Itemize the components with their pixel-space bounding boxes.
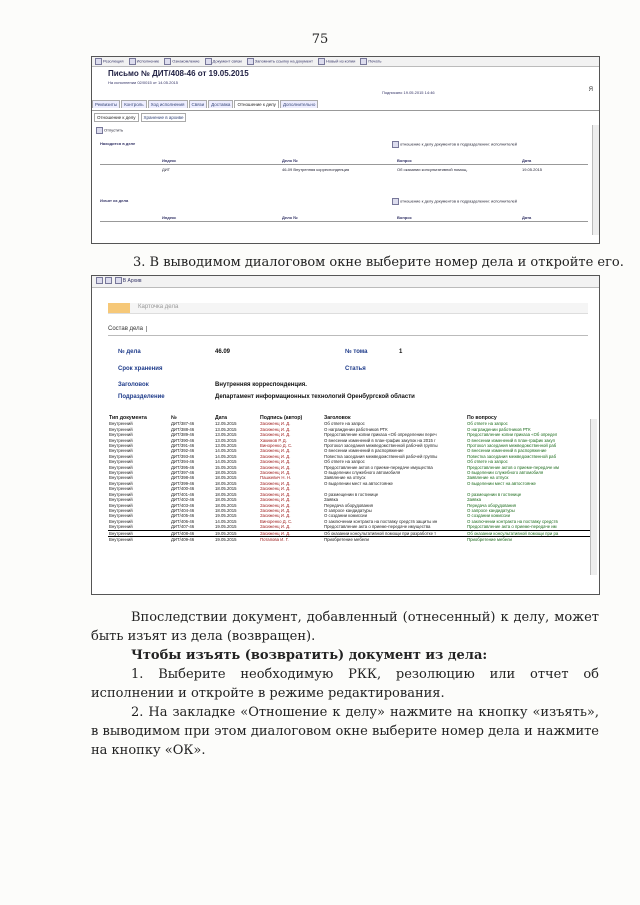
table-cell: 19.05.2015 [214, 530, 259, 536]
table-cell: 13.05.2015 [215, 443, 237, 449]
table-cell: Предоставление акта о приеме-передаче им [467, 524, 557, 530]
table-cell: Заявление на отпуск [324, 475, 366, 481]
table-cell: Об ответе на запрос [324, 459, 365, 465]
table-cell: Засиженц И. Д. [260, 448, 291, 454]
table-cell: ДИТ/402-46 [171, 497, 195, 503]
table-cell: Предоставление акта о приеме-передаче имущества [324, 524, 431, 530]
table-cell: Засиженц И. Д. [260, 464, 291, 470]
table-cell: Виноренко Д. С. [260, 518, 293, 524]
volume-value: 1 [399, 349, 403, 355]
table-cell: ДИТ/400-46 [171, 486, 195, 492]
acquaint-button[interactable]: Ознакомление [164, 58, 199, 65]
table-cell: О внесении изменений в план-график закуп [467, 437, 555, 443]
table-cell: О заключении контракта на поставку средств [467, 518, 558, 524]
new-from-copy-button[interactable]: Новый из копии [318, 58, 355, 65]
table-cell: 15.05.2015 [215, 464, 237, 470]
table-cell: 13.05.2015 [215, 437, 237, 443]
case-number-value: 46.09 [215, 349, 231, 355]
table-cell: Приобретение мебели [324, 536, 369, 542]
tab-additional[interactable]: Дополнительно [280, 100, 318, 108]
tab-bar [92, 100, 599, 111]
table-cell: 14.05.2015 [215, 518, 237, 524]
table-cell: Повестка заседания межведомственной рабочей группы [324, 453, 438, 459]
row-index[interactable]: ДИТ [162, 167, 171, 172]
table-cell: Внутренний [109, 443, 133, 449]
documents-table [108, 416, 596, 542]
table-row[interactable] [108, 530, 596, 536]
table-cell: ДИТ/406-46 [171, 518, 195, 524]
row-question[interactable]: Об оказании консультативной помощ. [397, 167, 468, 172]
table-cell: 13.05.2015 [215, 432, 237, 438]
table-cell: О размещении в гостинице [467, 491, 522, 497]
table-cell: Внутренний [109, 480, 133, 486]
remember-link-button[interactable]: Запомнить ссылку на документ [247, 58, 313, 65]
table-cell: Засиженц И. Д. [260, 491, 291, 497]
table-cell: ДИТ/388-46 [171, 426, 195, 432]
table-cell: О запросе кандидатуры [467, 507, 515, 513]
resolution-icon [95, 58, 102, 65]
table-cell: Внутренний [109, 513, 133, 519]
table-cell: ДИТ/394-46 [171, 459, 195, 465]
heading-value: Внутренняя корреспонденция. [215, 382, 307, 388]
table-cell: Внутренний [109, 470, 133, 476]
signed-date: Подписано 19.05.2015 14:46 [382, 90, 435, 95]
card-header [108, 303, 588, 314]
table-cell: 18.05.2015 [215, 497, 237, 503]
table-cell: О размещении в гостинице [324, 491, 379, 497]
table-cell: ДИТ/390-46 [171, 437, 195, 443]
copy-icon [318, 58, 325, 65]
col-date[interactable]: Дата [215, 415, 228, 421]
table-cell: О заключении контракта на поставку средств защиты ин [324, 518, 438, 524]
table-cell: Засиженц И. Д. [260, 480, 291, 486]
table-cell: Протокол заседания межведомственной рабочей группы [324, 443, 438, 449]
table-cell: Засиженц И. Д. [260, 426, 291, 432]
col-case-2: Дело № [282, 215, 298, 220]
table-cell: Засиженц И. Д. [260, 524, 291, 530]
table-cell: Засиженц И. Д. [260, 507, 291, 513]
tab-divider [108, 335, 588, 336]
to-archive-button[interactable]: В Архив [115, 278, 142, 284]
table-cell: ДИТ/403-46 [171, 502, 195, 508]
table-cell: Об оказании консультативной помощи при разработке т [323, 530, 466, 536]
paragraph-removal: Впоследствии документ, добавленный (отнесенный) к делу, может быть изъят из дела (возвращен). [91, 610, 599, 644]
relation-link-in[interactable]: отношение к делу документов в подразделении: исполнителей [392, 141, 517, 148]
table-cell: Засиженц И. Д. [260, 453, 291, 459]
table-cell: ДИТ/398-46 [171, 475, 195, 481]
table-cell: ДИТ/399-46 [171, 480, 195, 486]
table-cell: Об ответе на запрос [467, 459, 508, 465]
table-cell: ДИТ/387-46 [171, 421, 195, 427]
link-icon [205, 58, 212, 65]
table-cell: 19.05.2015 [215, 513, 237, 519]
table-cell: Заявка [324, 497, 338, 503]
table-cell: Приобретение мебели [467, 536, 512, 542]
table-cell: 12.05.2015 [215, 421, 237, 427]
table-cell: О выделении служебного автомобиля [324, 470, 401, 476]
print-icon [360, 58, 367, 65]
table-cell: Об ответе на запрос [324, 421, 365, 427]
table-cell: 14.05.2015 [215, 453, 237, 459]
table-cell: Повестка заседания межведомственной раб [467, 453, 557, 459]
table-cell: 18.05.2015 [215, 502, 237, 508]
step-2: 2. На закладке «Отношение к делу» нажмите на кнопку «изъять», в выводимом при этом диалоговом окне выберите номер дела и нажмите на кнопку «ОК». [91, 705, 599, 758]
col-date-2: Дата [522, 215, 532, 220]
table-cell: Передача оборудования [324, 502, 373, 508]
table-cell: Засиженц И. Д. [260, 486, 291, 492]
table-cell: Внутренний [109, 426, 133, 432]
table-cell: О выделении служебного автомобиля [467, 470, 544, 476]
table-cell: Внутренний [109, 421, 133, 427]
table-row[interactable] [108, 524, 596, 530]
toolbar [92, 276, 599, 288]
bookmark-icon [247, 58, 254, 65]
table-cell: Предоставление актов о приеме-передаче имущества [324, 464, 433, 470]
table-cell: О внесении изменений в распоряжение [324, 448, 404, 454]
table-cell: ДИТ/404-46 [171, 507, 195, 513]
table-cell: ДИТ/401-46 [171, 491, 195, 497]
col-number[interactable]: № [171, 415, 177, 421]
table-cell: 18.05.2015 [215, 486, 237, 492]
table-cell: О выделении мест на автостоянке [324, 480, 393, 486]
table-row[interactable] [108, 536, 596, 542]
table-cell: Внутренний [109, 536, 133, 542]
table-cell: Засиженц И. Д. [260, 432, 291, 438]
instruction-step-3: 3. В выводимом диалоговом окне выберите номер дела и откройте его. [133, 255, 624, 270]
table-cell: Засиженц И. Д. [260, 497, 291, 503]
col-question-2: Вопрос [397, 215, 412, 220]
table-cell: О выделении мест на автостоянке [467, 480, 536, 486]
col-question: Вопрос [397, 158, 412, 163]
col-index: Индекс [162, 158, 177, 163]
table-cell: О создании комиссии [324, 513, 367, 519]
col-case: Дело № [282, 158, 298, 163]
case-number-label: № дела [118, 349, 141, 355]
table-cell: Передача оборудования [467, 502, 516, 508]
table-cell: Предоставление копии приказа «Об определении переч [324, 432, 437, 438]
scroll-marker: Я [588, 87, 593, 93]
release-icon [96, 127, 103, 134]
relation-link-out[interactable]: отношение к делу документов в подразделении: исполнителей [392, 198, 517, 205]
tab-requisites[interactable]: Реквизиты [92, 100, 120, 108]
table-cell: Засиженц И. Д. [260, 470, 291, 476]
page-number: 75 [311, 32, 329, 47]
table-cell: Об ответе на запрос [467, 421, 508, 427]
table-cell: Внутренний [109, 475, 133, 481]
table-cell: О запросе кандидатуры [324, 507, 372, 513]
table-row[interactable] [108, 432, 596, 437]
toolbar [92, 57, 599, 67]
col-heading[interactable]: Заголовок [324, 415, 351, 421]
tab-case-composition[interactable]: Состав дела [108, 326, 147, 332]
col-author[interactable]: Подпись (автор) [260, 415, 303, 421]
department-label: Подразделение [118, 394, 165, 400]
table-cell: Внутренний [109, 486, 133, 492]
table-cell: Внутренний [109, 459, 133, 465]
tab-progress[interactable]: Ход исполнения [148, 100, 188, 108]
table-cell: Об оказании консультативной помощи при ра [466, 530, 596, 536]
table-cell: ДИТ/389-46 [171, 432, 195, 438]
table-cell: Внутренний [108, 530, 170, 536]
table-cell: 18.05.2015 [215, 475, 237, 481]
table-cell: 14.05.2015 [215, 459, 237, 465]
header-logo [108, 303, 130, 313]
table-cell: 18.05.2015 [215, 507, 237, 513]
table-cell: Внутренний [109, 432, 133, 438]
edit-icon [105, 277, 112, 284]
table-cell: Внутренний [109, 453, 133, 459]
table-cell: ДИТ/395-46 [171, 464, 195, 470]
card-title: Карточка дела [138, 304, 179, 310]
resolution-button[interactable]: Резолюция [95, 58, 124, 65]
col-doc-type[interactable]: Тип документа [109, 415, 147, 421]
case-icon [96, 277, 103, 284]
table-cell: ДИТ/397-46 [171, 470, 195, 476]
table-cell: ДИТ/405-46 [171, 513, 195, 519]
execution-button[interactable]: Исполнение [129, 58, 160, 65]
archive-icon [115, 277, 122, 284]
case-card-screenshot [91, 275, 600, 595]
table-cell: ДИТ/391-46 [171, 443, 195, 449]
table-cell: О внесении изменений в план-график закупок на 2015 г [324, 437, 436, 443]
table-cell: 19.05.2015 [215, 524, 237, 530]
document-icon [392, 141, 399, 148]
table-cell: Пашкевич Н. Н. [260, 475, 292, 481]
document-icon [392, 198, 399, 205]
col-index-2: Индекс [162, 215, 177, 220]
table-cell: ДИТ/408-46 [170, 530, 214, 536]
table-cell: Виноренко Д. С. [260, 443, 293, 449]
print-button[interactable]: Печать [360, 58, 381, 65]
table-cell: Засиженц И. Д. [260, 421, 291, 427]
table-cell: Засиженц И. Д. [260, 513, 291, 519]
section-in-case: Находится в деле [100, 141, 136, 146]
acquaint-icon [164, 58, 171, 65]
step-1: 1. Выберите необходимую РКК, резолюцию или отчет об исполнении и откройте в режиме редактирования. [91, 667, 599, 701]
table-cell: О внесении изменений в распоряжение [467, 448, 547, 454]
table-cell: Внутренний [109, 507, 133, 513]
col-date: Дата [522, 158, 532, 163]
table-cell: ДИТ/392-46 [171, 448, 195, 454]
table-cell: 18.05.2015 [215, 480, 237, 486]
subtab-case-relation[interactable]: Отношение к делу [94, 113, 139, 122]
table-scrollbar[interactable] [590, 419, 597, 575]
table-cell: 13.05.2015 [215, 426, 237, 432]
table-cell: Заявка [467, 497, 481, 503]
table-cell: О награждении работников РТК [467, 426, 531, 432]
table-cell: Внутренний [109, 491, 133, 497]
table-cell: Потапова И. Г. [260, 536, 289, 542]
table-cell: Внутренний [109, 464, 133, 470]
table-cell: О создании комиссии [467, 513, 510, 519]
table-cell: Внутренний [109, 518, 133, 524]
table-cell: Предоставление копии приказа «Об определ [467, 432, 558, 438]
storage-label: Срок хранения [118, 366, 163, 372]
section-heading: Чтобы изъять (возвратить) документ из дела: [131, 648, 488, 663]
tab-control[interactable]: Контроль [121, 100, 147, 108]
table-cell: 18.05.2015 [215, 470, 237, 476]
tab-links[interactable]: Связи [189, 100, 208, 108]
table-cell: Внутренний [109, 497, 133, 503]
table-cell: ДИТ/393-46 [171, 453, 195, 459]
section-removed: Изъят из дела [100, 198, 129, 203]
subtab-archive[interactable]: Хранение в архиве [141, 113, 187, 122]
table-cell: Засиженц И. Д. [259, 530, 323, 536]
row-date[interactable]: 19.05.2015 [522, 167, 543, 172]
execution-icon [129, 58, 136, 65]
table-cell: Предоставление актов о приеме-передаче им [467, 464, 559, 470]
scrollbar[interactable] [592, 125, 599, 235]
table-cell: О награждении работников РТК [324, 426, 388, 432]
table-cell: Внутренний [109, 524, 133, 530]
release-button[interactable]: Отпустить [96, 127, 123, 134]
table-cell: Протокол заседания межведомственной раб [467, 443, 557, 449]
subtab-bar [92, 113, 186, 122]
table-cell: ДИТ/409-46 [171, 536, 195, 542]
table-cell: Внутренний [109, 502, 133, 508]
table-cell: Заявление на отпуск [467, 475, 509, 481]
table-cell: 14.05.2015 [215, 448, 237, 454]
doc-link-button[interactable]: Документ связи [205, 58, 242, 65]
heading-label: Заголовок [118, 382, 149, 388]
table-cell: Засиженц И. Д. [260, 459, 291, 465]
department-value: Департамент информационных технологий Оренбургской области [215, 394, 415, 400]
col-question[interactable]: По вопросу [467, 415, 497, 421]
article-label: Статья [345, 366, 366, 372]
row-case[interactable]: 46-09 Внутренняя корреспонденция [282, 167, 350, 172]
header-divider-2 [100, 221, 588, 222]
table-cell: ДИТ/407-46 [171, 524, 195, 530]
table-cell: 18.05.2015 [215, 491, 237, 497]
document-title: Письмо № ДИТ/408-46 от 19.05.2015 [108, 69, 249, 78]
volume-label: № тома [345, 349, 368, 355]
document-subtitle: На исполнении 02/0015 от 14.05.2015 [108, 80, 178, 85]
table-cell: 19.05.2015 [215, 536, 237, 542]
tab-delivery[interactable]: Доставка [208, 100, 233, 108]
header-divider [100, 164, 588, 165]
table-cell: Хакимов Р. Д. [260, 437, 287, 443]
table-cell: Внутренний [109, 448, 133, 454]
document-card-screenshot [91, 56, 600, 244]
tab-case-relation[interactable]: Отношение к делу [234, 100, 279, 108]
table-cell: Засиженц И. Д. [260, 502, 291, 508]
table-cell: Внутренний [109, 437, 133, 443]
